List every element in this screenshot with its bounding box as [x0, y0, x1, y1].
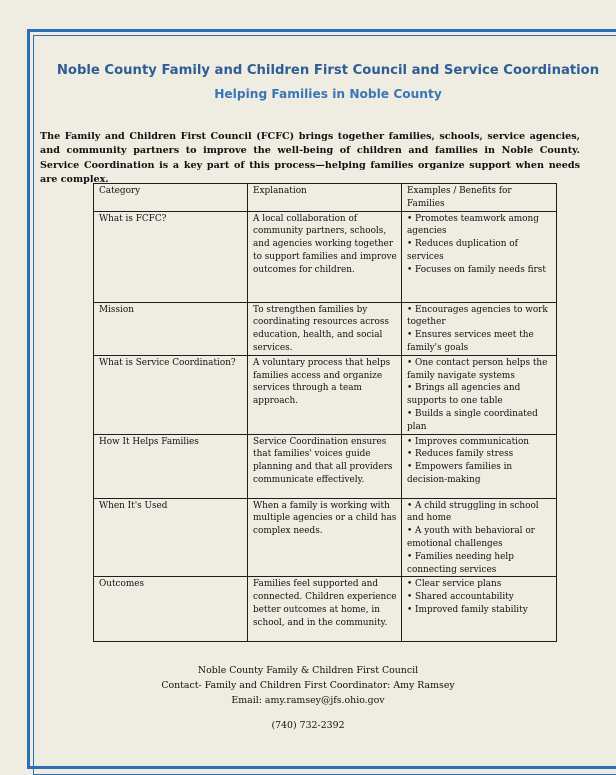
table-row [94, 577, 557, 642]
cell-examples [402, 355, 557, 434]
table-row [94, 302, 557, 355]
table-header-row [94, 184, 557, 212]
example-item: • Clear service plans [407, 579, 502, 590]
info-table [93, 183, 557, 642]
cell-explanation: When a family is working with multiple agencies or a child has complex needs. [248, 498, 402, 577]
example-item: • Improved family stability [407, 604, 528, 615]
table-row [94, 211, 557, 302]
table-row [94, 434, 557, 498]
cell-category: How It Helps Families [94, 434, 248, 498]
document-subtitle: Helping Families in Noble County [214, 87, 442, 101]
example-item: • Brings all agencies and supports to one table [407, 383, 521, 407]
intro-paragraph: The Family and Children First Council (FCFC) brings together families, schools, service agencies, and community partners to improve the well-being of children and families in Noble County. Service Coordination is a key part of this process—helping families organize support when needs are complex. [40, 131, 580, 186]
footer-email: Email: amy.ramsey@jfs.ohio.gov [231, 695, 385, 706]
example-item: • Empowers families in decision-making [407, 462, 513, 485]
example-item: • Focuses on family needs first [407, 264, 546, 275]
cell-explanation: A local collaboration of community partners, schools, and agencies working together to support families and improve outcomes for children. [248, 211, 402, 302]
cell-category: When It's Used [94, 498, 248, 577]
example-item: • Ensures services meet the family's goals [407, 330, 534, 353]
cell-examples [402, 211, 557, 302]
header-explanation: Explanation [248, 184, 402, 212]
cell-explanation: Service Coordination ensures that families' voices guide planning and that all providers communicate effectively. [248, 434, 402, 498]
cell-examples [402, 498, 557, 577]
example-item: • Shared accountability [407, 592, 514, 603]
cell-category: What is FCFC? [94, 211, 248, 302]
cell-examples [402, 434, 557, 498]
example-item: • Reduces family stress [407, 449, 514, 460]
cell-category: Mission [94, 302, 248, 355]
header-category: Category [94, 184, 248, 212]
example-item: • Families needing help connecting services [407, 551, 514, 575]
footer-org: Noble County Family & Children First Council [197, 665, 419, 676]
table-row [94, 355, 557, 434]
cell-explanation: To strengthen families by coordinating resources across education, health, and social services. [248, 302, 402, 355]
example-item: • A child struggling in school and home [407, 500, 539, 524]
example-item: • A youth with behavioral or emotional challenges [407, 526, 535, 549]
cell-explanation: A voluntary process that helps families access and organize services through a team approach. [248, 355, 402, 434]
footer-phone: (740) 732-2392 [271, 720, 345, 731]
example-item: • Improves communication [407, 436, 530, 447]
example-item: • Reduces duplication of services [407, 239, 518, 262]
cell-category: Outcomes [94, 577, 248, 642]
example-item: • One contact person helps the family navigate systems [407, 357, 548, 381]
cell-explanation: Families feel supported and connected. Children experience better outcomes at home, in school, and in the community. [248, 577, 402, 642]
footer-contact: Contact- Family and Children First Coordinator: Amy Ramsey [161, 680, 455, 691]
example-item: • Builds a single coordinated plan [407, 408, 538, 432]
example-item: • Encourages agencies to work together [407, 304, 548, 328]
header-examples: Examples / Benefits for Families [402, 184, 557, 212]
document-title: Noble County Family and Children First Council and Service Coordination [56, 63, 600, 78]
cell-examples [402, 302, 557, 355]
cell-category: What is Service Coordination? [94, 355, 248, 434]
table-row [94, 498, 557, 577]
cell-examples [402, 577, 557, 642]
example-item: • Promotes teamwork among agencies [407, 213, 539, 237]
